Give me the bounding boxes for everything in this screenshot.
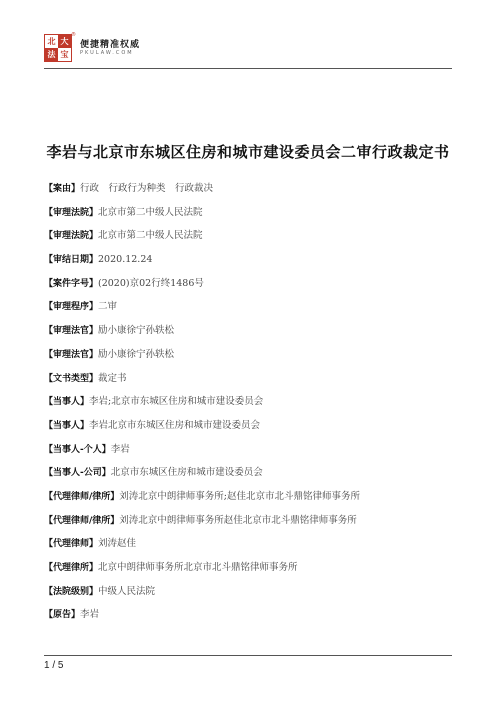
field-label: 【审理法院】 xyxy=(44,207,99,218)
metadata-field xyxy=(44,229,464,253)
field-value: (2020)京02行终1486号 xyxy=(98,277,204,289)
brand-url: PKULAW.COM xyxy=(80,50,134,56)
field-label: 【当事人】 xyxy=(44,420,90,431)
field-value: 李岩;北京市东城区住房和城市建设委员会 xyxy=(89,396,264,408)
field-value: 刘涛北京中朗律师事务所赵佳北京市北斗鼎铭律师事务所 xyxy=(119,514,357,526)
field-value: 李岩 xyxy=(110,443,130,455)
logo-char: 北 xyxy=(47,37,56,46)
metadata-field xyxy=(44,182,464,206)
brand-slogan: 便捷精准权威 xyxy=(80,40,141,50)
page-header xyxy=(44,34,464,68)
field-value: 刘涛北京中朗律师事务所;赵佳北京市北斗鼎铭律师事务所 xyxy=(119,490,360,502)
field-value: 励小康徐宁孙轶松 xyxy=(98,348,175,360)
metadata-field xyxy=(44,300,464,324)
case-metadata-list xyxy=(44,182,464,632)
metadata-field xyxy=(44,490,464,514)
field-label: 【原告】 xyxy=(44,610,81,621)
field-label: 【审理法院】 xyxy=(44,231,99,242)
field-label: 【当事人-个人】 xyxy=(44,444,111,455)
pkulaw-logo xyxy=(44,34,72,62)
field-value: 北京市东城区住房和城市建设委员会 xyxy=(110,467,263,479)
field-value: 北京中朗律师事务所北京市北斗鼎铭律师事务所 xyxy=(98,562,298,573)
logo-char: 法 xyxy=(45,48,58,61)
metadata-field xyxy=(44,537,464,561)
metadata-field xyxy=(44,443,464,467)
field-label: 【代理律所】 xyxy=(44,563,99,573)
field-value: 裁定书 xyxy=(98,372,127,384)
field-label: 【审理法官】 xyxy=(44,326,99,337)
field-label: 【案件字号】 xyxy=(44,278,99,289)
metadata-field xyxy=(44,419,464,443)
field-value: 李岩 xyxy=(80,609,100,621)
field-value: 北京市第二中级人民法院 xyxy=(98,230,203,242)
field-label: 【审结日期】 xyxy=(44,255,99,266)
page-indicator: 1 / 5 xyxy=(44,660,64,671)
field-value: 北京市第二中级人民法院 xyxy=(98,206,203,218)
field-label: 【审理法官】 xyxy=(44,349,99,360)
field-label: 【法院级别】 xyxy=(44,586,99,597)
document-title: 李岩与北京市东城区住房和城市建设委员会二审行政裁定书 xyxy=(46,143,450,161)
field-value: 李岩北京市东城区住房和城市建设委员会 xyxy=(89,419,261,431)
logo-char: 宝 xyxy=(60,50,69,59)
metadata-field xyxy=(44,277,464,301)
field-value: 刘涛赵佳 xyxy=(98,538,137,550)
metadata-field xyxy=(44,253,464,277)
field-value: 二审 xyxy=(98,301,118,313)
field-value: 中级人民法院 xyxy=(98,585,156,597)
metadata-field xyxy=(44,585,464,609)
field-label: 【审理程序】 xyxy=(44,302,99,313)
metadata-field xyxy=(44,395,464,419)
header-divider xyxy=(44,68,452,69)
field-label: 【代理律师/律所】 xyxy=(44,515,120,526)
metadata-field xyxy=(44,206,464,230)
metadata-field xyxy=(44,372,464,396)
field-value: 行政 行政行为种类 行政裁决 xyxy=(80,183,214,194)
metadata-field xyxy=(44,324,464,348)
metadata-field xyxy=(44,561,464,585)
footer-divider xyxy=(44,655,452,656)
metadata-field xyxy=(44,514,464,538)
field-value: 励小康徐宁孙轶松 xyxy=(98,325,175,337)
field-label: 【文书类型】 xyxy=(44,373,99,384)
metadata-field xyxy=(44,348,464,372)
field-label: 【案由】 xyxy=(44,184,81,194)
field-label: 【代理律师】 xyxy=(44,539,99,550)
field-label: 【当事人】 xyxy=(44,397,90,408)
field-label: 【当事人-公司】 xyxy=(44,468,111,479)
logo-char: 大 xyxy=(58,35,71,48)
field-value: 2020.12.24 xyxy=(98,254,153,266)
metadata-field xyxy=(44,608,464,632)
field-label: 【代理律师/律所】 xyxy=(44,491,120,502)
metadata-field xyxy=(44,466,464,490)
registered-mark-icon: ® xyxy=(71,32,76,38)
